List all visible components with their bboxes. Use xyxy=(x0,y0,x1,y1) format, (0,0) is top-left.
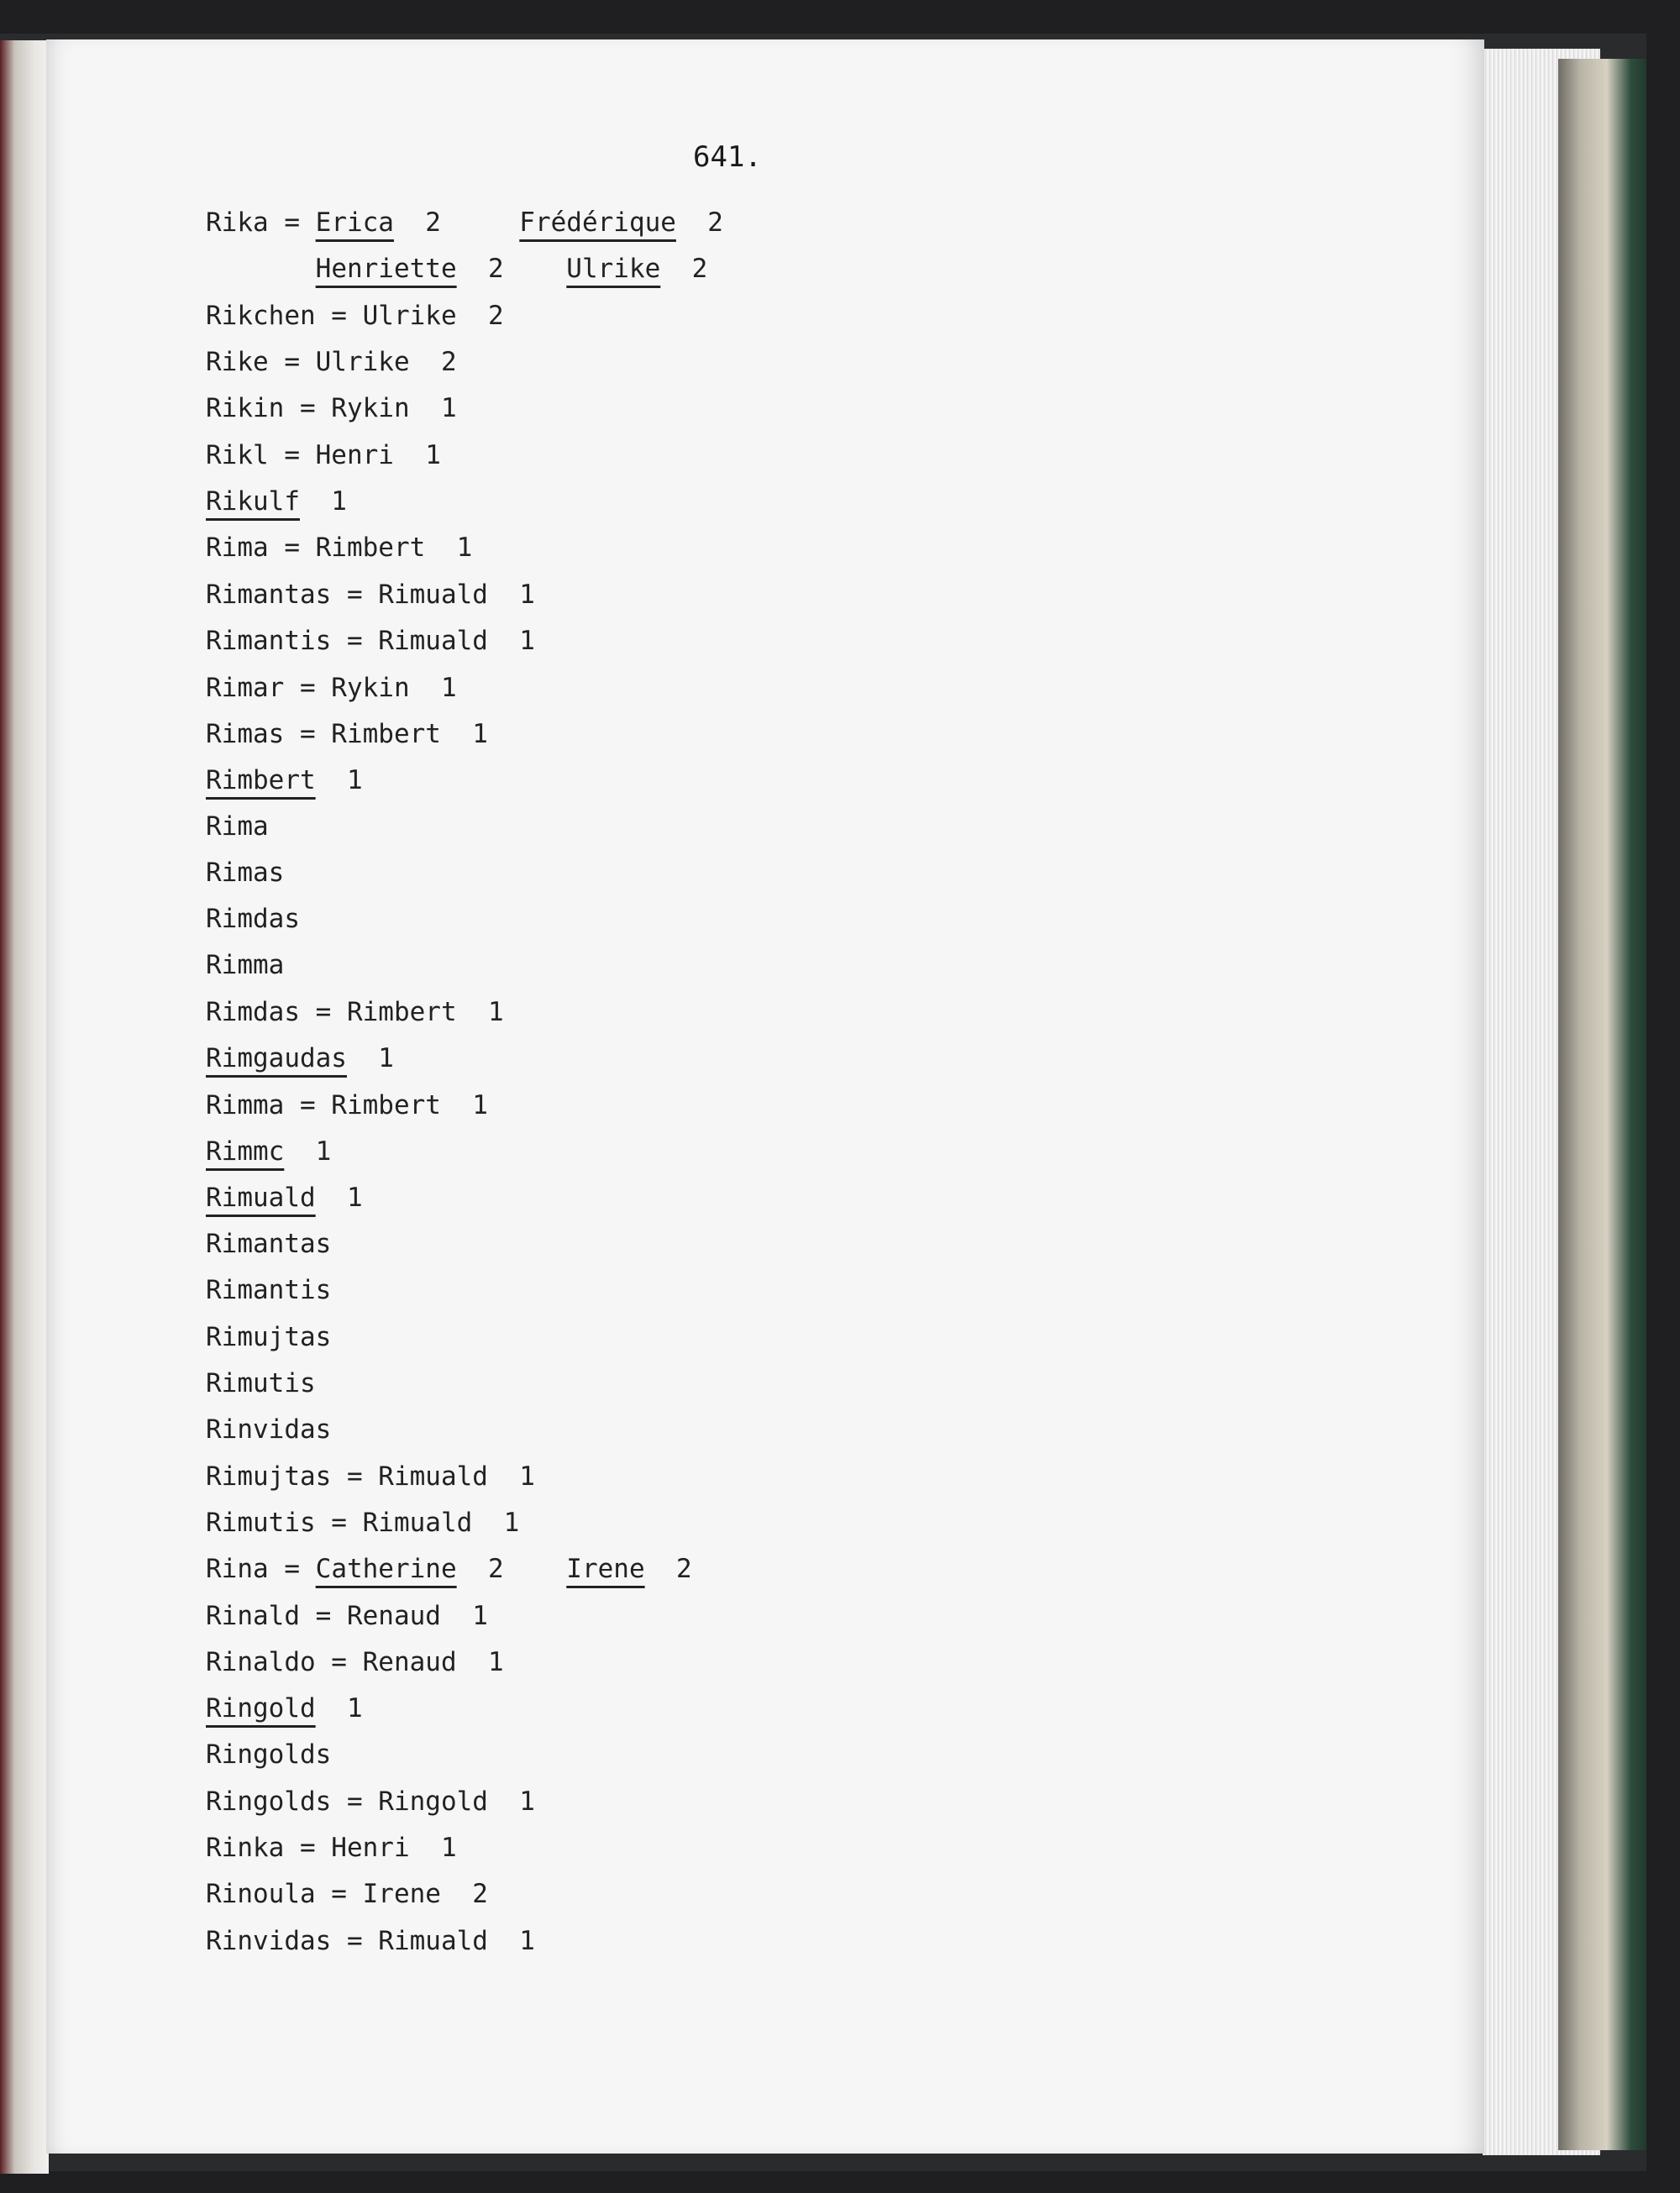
index-entry xyxy=(206,345,457,379)
index-entry xyxy=(206,1135,331,1168)
underlined-name: Erica xyxy=(315,207,394,238)
index-entry xyxy=(206,299,504,333)
index-entry xyxy=(206,1227,331,1261)
underlined-name: Irene xyxy=(566,1554,645,1584)
index-entry xyxy=(206,1924,535,1958)
index-entry xyxy=(206,485,347,518)
entry-text: Rimma xyxy=(206,950,285,980)
entry-text: Ringolds xyxy=(206,1739,332,1770)
entry-text: Rimujtas = Rimuald 1 xyxy=(206,1461,535,1492)
entry-text: 2 xyxy=(660,254,708,284)
entry-text: Rimma = Rimbert 1 xyxy=(206,1090,488,1120)
underlined-name: Frédérique xyxy=(519,207,676,238)
entry-text: Rikin = Rykin 1 xyxy=(206,393,457,423)
index-entry xyxy=(206,1413,331,1446)
index-entry xyxy=(206,252,707,286)
entry-text: 1 xyxy=(315,765,363,795)
index-entry xyxy=(206,438,441,472)
index-entry xyxy=(206,810,269,843)
entry-text: 2 xyxy=(644,1554,692,1584)
underlined-name: Catherine xyxy=(315,1554,457,1584)
entry-text: Rimutis = Rimuald 1 xyxy=(206,1508,520,1538)
entry-text: Rinvidas = Rimuald 1 xyxy=(206,1926,535,1956)
book-spine-left xyxy=(0,40,49,2174)
entry-text: Rinka = Henri 1 xyxy=(206,1833,457,1863)
document-page xyxy=(46,39,1484,2154)
entry-text: Rimar = Rykin 1 xyxy=(206,673,457,703)
entry-text: Rikl = Henri 1 xyxy=(206,440,441,470)
index-entry xyxy=(206,1506,519,1540)
entry-text: Rimdas = Rimbert 1 xyxy=(206,997,504,1027)
entry-text: Rimantas = Rimuald 1 xyxy=(206,580,535,610)
entry-text: 1 xyxy=(346,1043,394,1073)
index-entry xyxy=(206,578,535,611)
underlined-name: Rimbert xyxy=(206,765,316,795)
entry-text: Rimdas xyxy=(206,904,300,934)
entry-text: Rinaldo = Renaud 1 xyxy=(206,1647,504,1677)
entry-text: Ringolds = Ringold 1 xyxy=(206,1786,535,1817)
index-entry xyxy=(206,1785,535,1818)
index-entry xyxy=(206,1552,692,1586)
index-entry xyxy=(206,1181,363,1215)
underlined-name: Ulrike xyxy=(566,254,661,284)
entry-text: Rikchen = Ulrike 2 xyxy=(206,301,504,331)
underlined-name: Henriette xyxy=(315,254,457,284)
page-number: 641. xyxy=(693,140,762,174)
entry-text: Rina = xyxy=(206,1554,316,1584)
entry-text: 1 xyxy=(284,1136,332,1167)
index-entry xyxy=(206,1273,331,1307)
entry-text: 1 xyxy=(299,486,347,517)
entry-text: 2 xyxy=(675,207,723,238)
entry-text: Rika = xyxy=(206,207,316,238)
index-entry xyxy=(206,1692,363,1725)
entry-text: Rimantis xyxy=(206,1275,332,1305)
entry-text: Rimas xyxy=(206,858,285,888)
entry-text: Rimantis = Rimuald 1 xyxy=(206,626,535,656)
index-entry xyxy=(206,1645,504,1679)
entry-text: Rimutis xyxy=(206,1368,316,1398)
index-entry xyxy=(206,1367,316,1400)
entry-text: Rimujtas xyxy=(206,1322,332,1352)
entry-text: Rike = Ulrike 2 xyxy=(206,347,457,377)
entry-text: 1 xyxy=(315,1693,363,1723)
entry-text: 2 xyxy=(456,1554,567,1584)
index-entry xyxy=(206,1460,535,1493)
index-entry xyxy=(206,948,284,982)
entry-text: Rima = Rimbert 1 xyxy=(206,533,473,563)
book-cover-right xyxy=(1558,59,1646,2150)
underlined-name: Rimgaudas xyxy=(206,1043,347,1073)
index-entry xyxy=(206,1599,488,1633)
underlined-name: Rikulf xyxy=(206,486,300,517)
entry-text: Rinoula = Irene 2 xyxy=(206,1879,488,1909)
index-entry xyxy=(206,391,457,425)
index-entry xyxy=(206,1831,457,1865)
index-entry xyxy=(206,531,472,564)
entry-text: Rinvidas xyxy=(206,1414,332,1445)
index-entry xyxy=(206,717,488,751)
index-entry xyxy=(206,206,723,239)
index-entry xyxy=(206,1738,331,1771)
index-entry xyxy=(206,624,535,658)
entry-text: 1 xyxy=(315,1183,363,1213)
underlined-name: Rimmc xyxy=(206,1136,285,1167)
index-entry xyxy=(206,856,284,889)
index-entry xyxy=(206,1089,488,1122)
entry-text: Rima xyxy=(206,811,269,842)
entry-text xyxy=(206,254,316,284)
index-entry xyxy=(206,1877,488,1911)
index-entry xyxy=(206,1320,331,1354)
index-entry xyxy=(206,1041,394,1075)
entry-text: Rinald = Renaud 1 xyxy=(206,1601,488,1631)
index-entry xyxy=(206,902,300,936)
underlined-name: Rimuald xyxy=(206,1183,316,1213)
underlined-name: Ringold xyxy=(206,1693,316,1723)
entry-text: 2 xyxy=(456,254,567,284)
entry-text: Rimas = Rimbert 1 xyxy=(206,719,488,749)
index-entry xyxy=(206,995,504,1029)
entry-text: Rimantas xyxy=(206,1229,332,1259)
index-entry xyxy=(206,671,457,705)
index-entry xyxy=(206,763,363,797)
entry-text: 2 xyxy=(393,207,520,238)
